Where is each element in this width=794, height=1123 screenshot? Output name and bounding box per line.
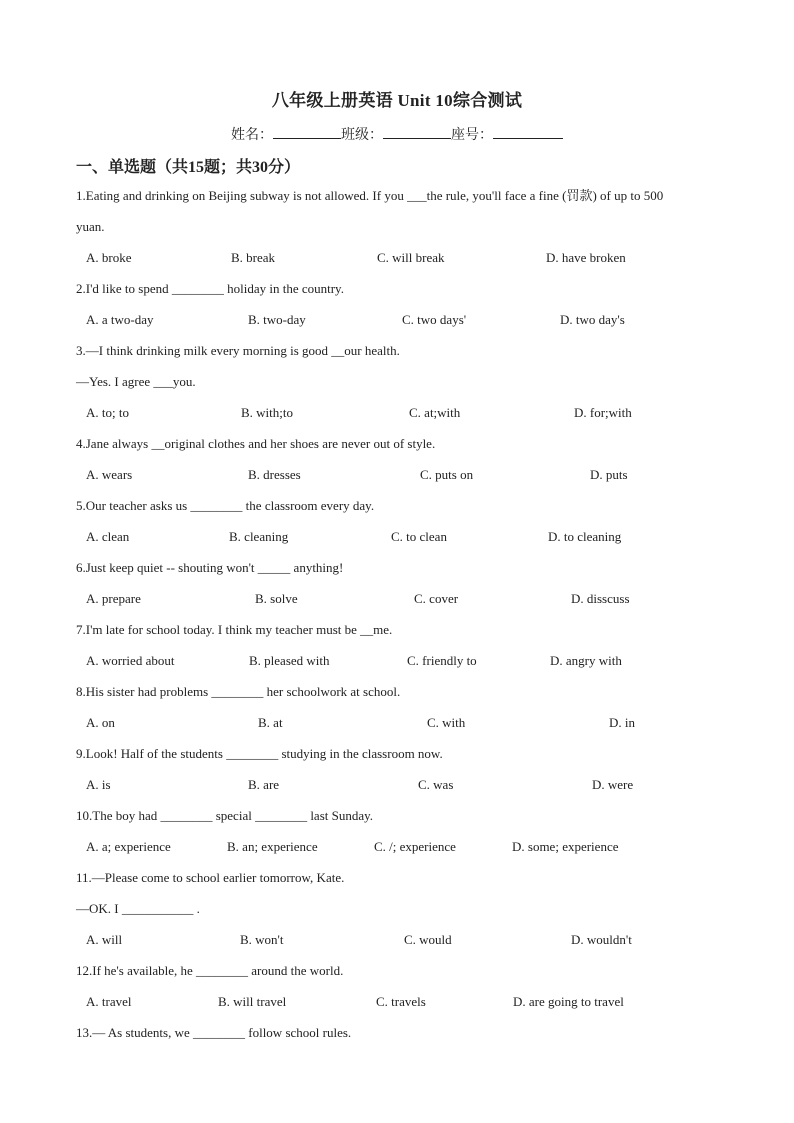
- option-b: B. at: [258, 715, 283, 730]
- option-d: D. wouldn't: [571, 932, 632, 947]
- option-d: D. angry with: [550, 653, 622, 668]
- question-6: [0, 552, 794, 614]
- question-7: [0, 614, 794, 676]
- option-a: A. clean: [86, 529, 130, 544]
- option-d: D. puts: [590, 467, 628, 482]
- option-a: A. on: [86, 715, 115, 730]
- question-stem: —OK. I ___________ .: [76, 901, 200, 916]
- option-b: B. cleaning: [229, 529, 289, 544]
- answer-options: [0, 831, 794, 862]
- page-title: 八年级上册英语 Unit 10综合测试: [271, 91, 523, 110]
- question-stem: yuan.: [76, 219, 105, 234]
- question-8: [0, 676, 794, 738]
- option-d: D. to cleaning: [548, 529, 622, 544]
- option-b: B. solve: [255, 591, 298, 606]
- option-d: D. have broken: [546, 250, 626, 265]
- option-d: D. some; experience: [512, 839, 619, 854]
- option-c: C. would: [404, 932, 452, 947]
- answer-options: [0, 645, 794, 676]
- answer-options: [0, 459, 794, 490]
- answer-options: [0, 769, 794, 800]
- answer-options: [0, 924, 794, 955]
- option-a: A. prepare: [86, 591, 141, 606]
- option-c: C. will break: [377, 250, 445, 265]
- seat-blank: [493, 124, 563, 139]
- question-10: [0, 800, 794, 862]
- answer-options: [0, 986, 794, 1017]
- option-b: B. dresses: [248, 467, 301, 482]
- name-label: 姓名：: [231, 128, 273, 143]
- option-a: A. a two-day: [86, 312, 154, 327]
- option-c: C. /; experience: [374, 839, 456, 854]
- question-3: [0, 335, 794, 428]
- name-blank: [273, 124, 341, 139]
- option-b: B. are: [248, 777, 280, 792]
- section-title: 一、单选题（共15题；共30分）: [76, 159, 301, 176]
- question-stem: 8.His sister had problems ________ her schoolwork at school.: [76, 684, 401, 699]
- question-stem: 12.If he's available, he ________ around the world.: [76, 963, 344, 978]
- answer-options: [0, 583, 794, 614]
- question-13: [0, 1017, 794, 1048]
- option-a: A. will: [86, 932, 123, 947]
- question-stem: 6.Just keep quiet -- shouting won't _____ anything!: [76, 560, 344, 575]
- option-c: C. travels: [376, 994, 426, 1009]
- question-stem: 3.—I think drinking milk every morning is good __our health.: [76, 343, 400, 358]
- class-label: 班级：: [341, 128, 383, 143]
- question-9: [0, 738, 794, 800]
- question-stem: 10.The boy had ________ special ________ last Sunday.: [76, 808, 374, 823]
- question-5: [0, 490, 794, 552]
- option-c: C. with: [427, 715, 466, 730]
- student-info-line: [0, 124, 794, 144]
- option-d: D. are going to travel: [513, 994, 624, 1009]
- answer-options: [0, 707, 794, 738]
- question-4: [0, 428, 794, 490]
- question-stem: 9.Look! Half of the students ________ studying in the classroom now.: [76, 746, 443, 761]
- option-b: B. won't: [240, 932, 284, 947]
- option-d: D. for;with: [574, 405, 632, 420]
- option-a: A. travel: [86, 994, 132, 1009]
- option-b: B. will travel: [218, 994, 287, 1009]
- option-d: D. were: [592, 777, 634, 792]
- question-11: [0, 862, 794, 955]
- question-stem: 11.—Please come to school earlier tomorrow, Kate.: [76, 870, 345, 885]
- option-a: A. wears: [86, 467, 133, 482]
- question-2: [0, 273, 794, 335]
- option-d: D. in: [609, 715, 635, 730]
- answer-options: [0, 521, 794, 552]
- question-stem: 1.Eating and drinking on Beijing subway is not allowed. If you ___the rule, you'll face a fine (罚款) of up to 500: [76, 188, 664, 203]
- option-d: D. two day's: [560, 312, 625, 327]
- option-a: A. is: [86, 777, 111, 792]
- option-a: A. to; to: [86, 405, 129, 420]
- option-c: C. to clean: [391, 529, 447, 544]
- option-c: C. at;with: [409, 405, 461, 420]
- option-c: C. cover: [414, 591, 459, 606]
- question-stem: 4.Jane always __original clothes and her shoes are never out of style.: [76, 436, 436, 451]
- option-c: C. was: [418, 777, 454, 792]
- option-b: B. break: [231, 250, 276, 265]
- question-stem: 7.I'm late for school today. I think my teacher must be __me.: [76, 622, 393, 637]
- option-c: C. puts on: [420, 467, 474, 482]
- seat-label: 座号：: [451, 128, 493, 143]
- answer-options: [0, 304, 794, 335]
- option-b: B. with;to: [241, 405, 294, 420]
- question-1: [0, 180, 794, 273]
- option-c: C. two days': [402, 312, 467, 327]
- option-a: A. a; experience: [86, 839, 171, 854]
- question-stem: 2.I'd like to spend ________ holiday in the country.: [76, 281, 344, 296]
- option-c: C. friendly to: [407, 653, 477, 668]
- option-b: B. pleased with: [249, 653, 330, 668]
- class-blank: [383, 124, 451, 139]
- question-stem: 13.— As students, we ________ follow school rules.: [76, 1025, 352, 1040]
- answer-options: [0, 242, 794, 273]
- option-b: B. two-day: [248, 312, 306, 327]
- option-b: B. an; experience: [227, 839, 318, 854]
- answer-options: [0, 397, 794, 428]
- question-stem: —Yes. I agree ___you.: [76, 374, 196, 389]
- option-d: D. disscuss: [571, 591, 630, 606]
- question-list: [0, 180, 794, 1048]
- question-stem: 5.Our teacher asks us ________ the classroom every day.: [76, 498, 375, 513]
- option-a: A. worried about: [86, 653, 175, 668]
- option-a: A. broke: [86, 250, 132, 265]
- question-12: [0, 955, 794, 1017]
